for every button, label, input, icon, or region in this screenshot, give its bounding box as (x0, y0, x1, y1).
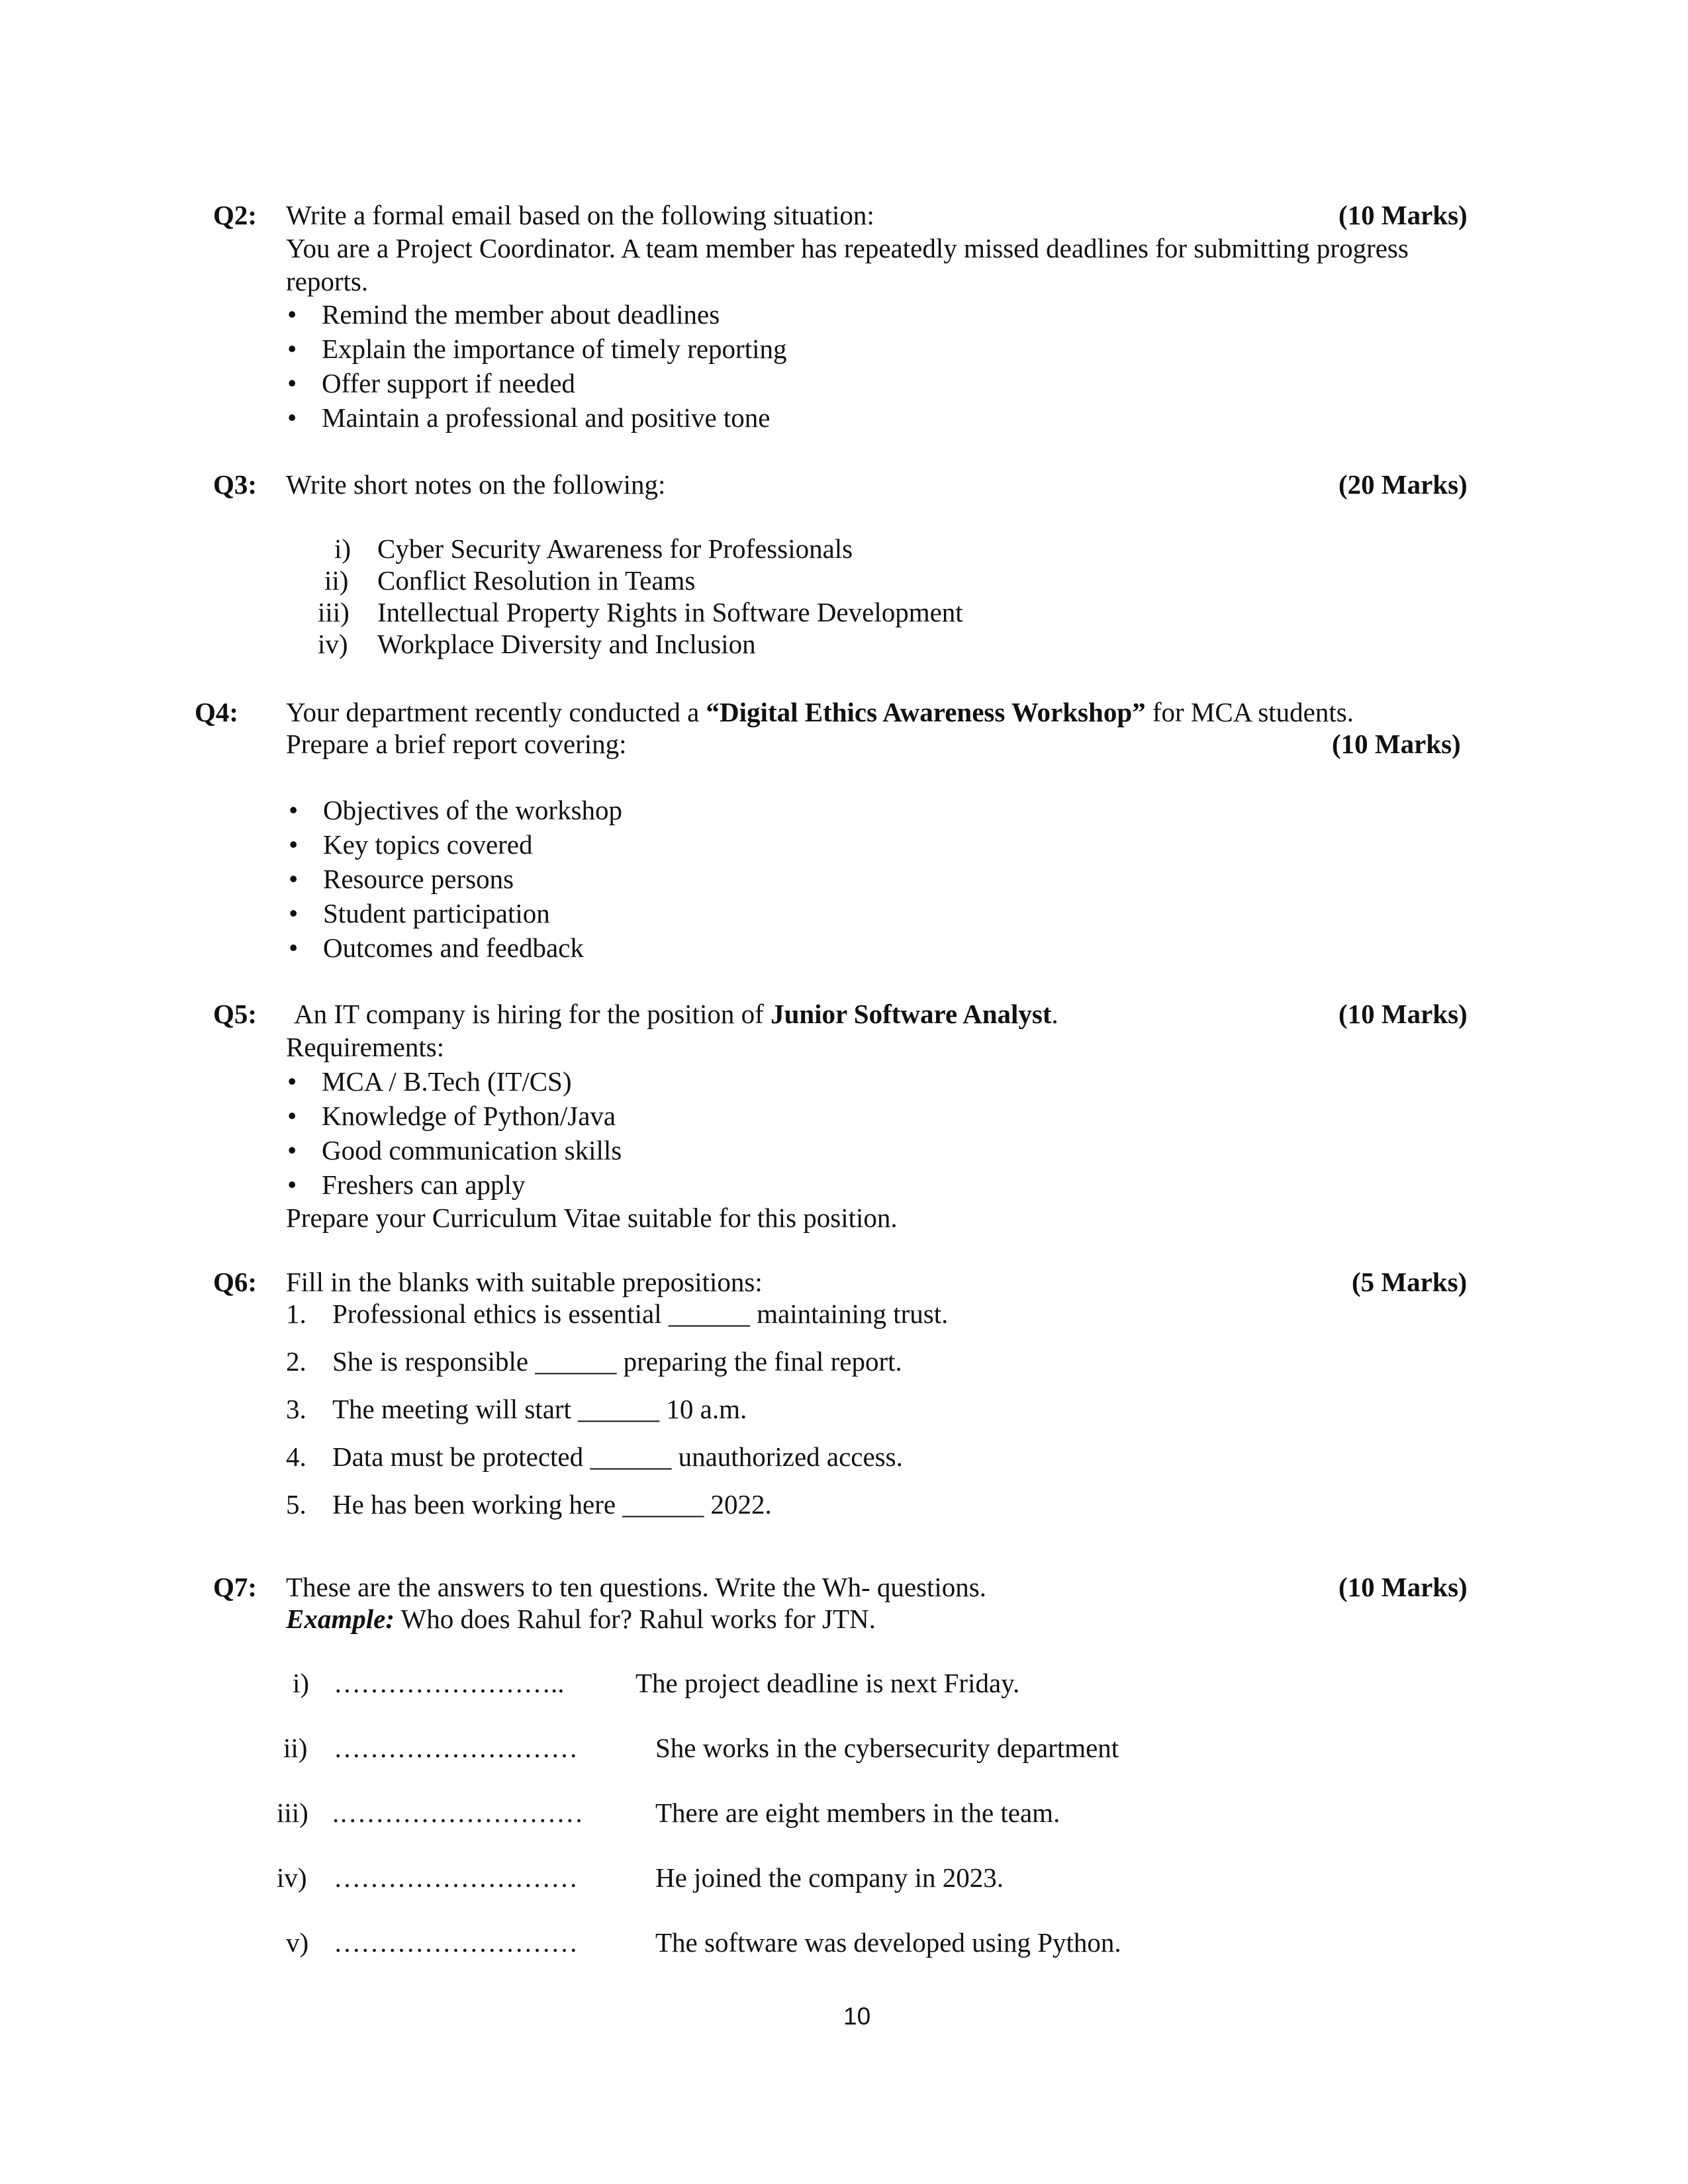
list-item: He has been working here ______ 2022. (332, 1489, 772, 1520)
q5-number: Q5: (213, 999, 258, 1029)
q2-prompt: Write a formal email based on the following situation: (286, 200, 874, 230)
page-number: 10 (843, 2003, 871, 2030)
list-item-label: iii) (277, 1797, 308, 1828)
list-item: • Objectives of the workshop (323, 797, 622, 824)
q5-prompt (294, 1001, 1058, 1028)
q7-marks: (10 Marks) (1338, 1572, 1468, 1602)
q4-marks: (10 Marks) (1332, 729, 1461, 759)
q7-number: Q7: (213, 1572, 258, 1602)
q4-prompt (286, 699, 1354, 726)
answer-blank: ……………………… (334, 1927, 578, 1958)
list-item-label: 2. (286, 1346, 306, 1377)
list-item-label: 3. (286, 1394, 306, 1424)
list-item-label: 5. (286, 1489, 306, 1520)
list-item: • Key topics covered (323, 831, 533, 858)
q7-example-text: Who does Rahul for? Rahul works for JTN. (394, 1604, 876, 1634)
q5-closing: Prepare your Curriculum Vitae suitable for this position. (286, 1203, 898, 1233)
q3-number: Q3: (213, 469, 258, 500)
list-item: Workplace Diversity and Inclusion (377, 629, 756, 659)
list-item: • Freshers can apply (322, 1171, 525, 1199)
list-item: The software was developed using Python. (655, 1927, 1121, 1958)
answer-blank: ……………………… (334, 1862, 578, 1893)
q2-context-line1: You are a Project Coordinator. A team member has repeatedly missed deadlines for submitting progress (286, 233, 1409, 263)
list-item-label: ii) (283, 1733, 308, 1763)
list-item: Cyber Security Awareness for Professionals (377, 533, 853, 564)
answer-blank: …………………….. (334, 1668, 565, 1698)
list-item: • Outcomes and feedback (323, 934, 584, 962)
list-item: • MCA / B.Tech (IT/CS) (322, 1068, 572, 1095)
q5-position-title: Junior Software Analyst (771, 999, 1052, 1029)
list-item: There are eight members in the team. (655, 1797, 1060, 1828)
q7-example (286, 1606, 876, 1633)
list-item: • Student participation (323, 900, 550, 927)
list-item: • Good communication skills (322, 1137, 622, 1164)
list-item: • Maintain a professional and positive tone (322, 404, 770, 432)
list-item: The project deadline is next Friday. (635, 1668, 1020, 1698)
list-item: He joined the company in 2023. (655, 1862, 1004, 1893)
list-item-label: ii) (324, 565, 349, 596)
list-item-label: 4. (286, 1441, 306, 1472)
list-item: Professional ethics is essential ______ maintaining trust. (332, 1298, 949, 1329)
q2-context-line2: reports. (286, 266, 369, 296)
answer-blank: .……………………… (332, 1797, 584, 1828)
list-item-label: iii) (318, 597, 350, 627)
q4-number: Q4: (195, 697, 239, 727)
q3-prompt: Write short notes on the following: (286, 469, 666, 500)
q4-line2: Prepare a brief report covering: (286, 729, 627, 759)
q6-number: Q6: (213, 1267, 258, 1297)
q5-requirements-label: Requirements: (286, 1032, 445, 1062)
q4-workshop-title: “Digital Ethics Awareness Workshop” (706, 697, 1146, 727)
q2-marks: (10 Marks) (1338, 200, 1468, 230)
list-item-label: iv) (277, 1862, 307, 1893)
q5-prompt-before: An IT company is hiring for the position of (294, 999, 771, 1029)
list-item: The meeting will start ______ 10 a.m. (332, 1394, 747, 1424)
list-item: • Knowledge of Python/Java (322, 1103, 616, 1130)
q5-prompt-after: . (1051, 999, 1058, 1029)
list-item: • Offer support if needed (322, 370, 575, 397)
list-item-label: i) (293, 1668, 310, 1698)
q2-number: Q2: (213, 200, 258, 230)
list-item: • Remind the member about deadlines (322, 301, 720, 328)
q4-prompt-before: Your department recently conducted a (286, 697, 706, 727)
list-item-label: v) (286, 1927, 309, 1958)
list-item: She is responsible ______ preparing the final report. (332, 1346, 902, 1377)
q7-prompt: These are the answers to ten questions. Write the Wh- questions. (286, 1572, 987, 1602)
list-item: Conflict Resolution in Teams (377, 565, 696, 596)
q4-prompt-after: for MCA students. (1145, 697, 1354, 727)
q6-marks: (5 Marks) (1352, 1267, 1468, 1297)
list-item: • Resource persons (323, 866, 514, 893)
list-item: Intellectual Property Rights in Software Development (377, 597, 963, 627)
list-item: • Explain the importance of timely reporting (322, 336, 787, 363)
q7-example-label: Example: (286, 1604, 395, 1634)
answer-blank: ……………………… (334, 1733, 578, 1763)
list-item-label: 1. (286, 1298, 306, 1329)
q5-marks: (10 Marks) (1338, 999, 1468, 1029)
q3-marks: (20 Marks) (1338, 469, 1468, 500)
q6-prompt: Fill in the blanks with suitable prepositions: (286, 1267, 763, 1297)
list-item-label: i) (334, 533, 352, 564)
list-item: She works in the cybersecurity department (655, 1733, 1119, 1763)
list-item-label: iv) (318, 629, 348, 659)
list-item: Data must be protected ______ unauthorized access. (332, 1441, 903, 1472)
